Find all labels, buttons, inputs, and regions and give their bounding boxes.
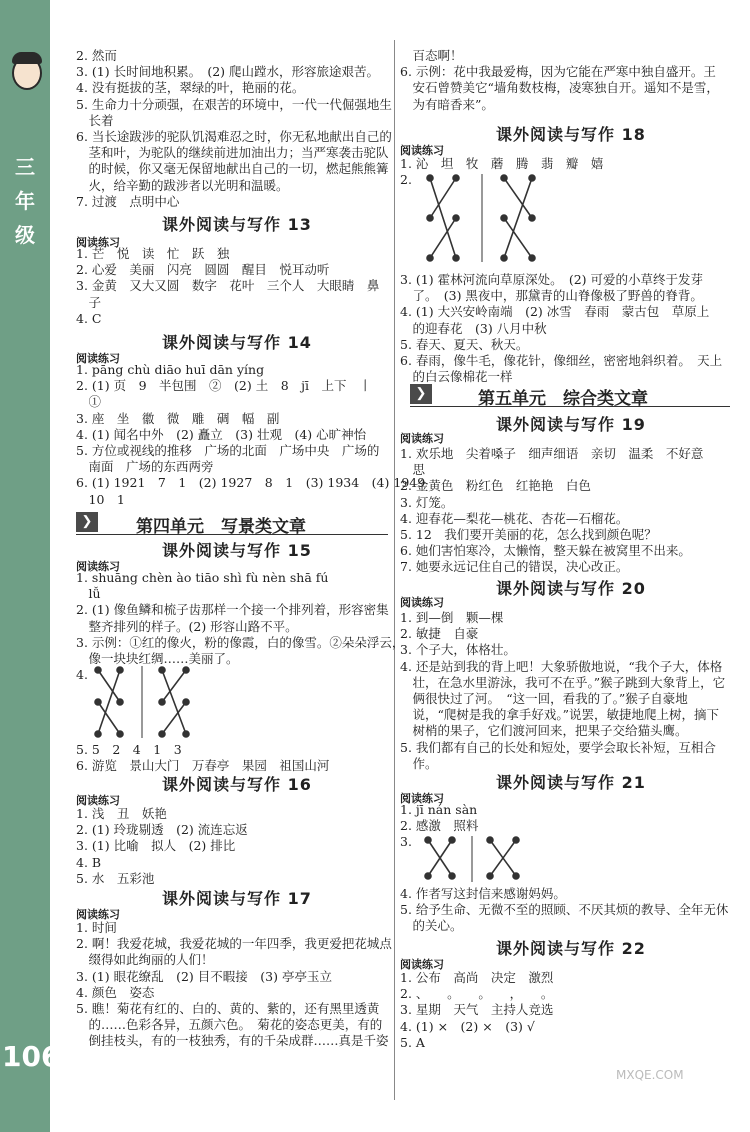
- answer-line: 2. 敏捷 自豪: [400, 626, 479, 642]
- answer-line: 倒挂枝头，有的一枝独秀，有的千朵成群……真是千姿: [76, 1033, 389, 1049]
- section-title: 课外阅读与写作 16: [162, 775, 312, 794]
- answer-line: 4. 颜色 姿态: [76, 984, 155, 1000]
- exercise-label: 阅读练习: [76, 560, 120, 573]
- answer-line: 思: [400, 462, 426, 478]
- answer-line: 4. 还是站到我的背上吧！大象骄傲地说，“我个子大，体格: [400, 658, 723, 674]
- answer-line: 4. 迎春花—梨花—桃花、杏花—石榴花。: [400, 510, 629, 526]
- answer-line: 6. (1) 1921 7 1 (2) 1927 8 1 (3) 1934 (4) 1949: [76, 475, 426, 491]
- arrow-icon: ❯: [76, 512, 98, 532]
- answer-line: 3. (1) 比喻 拟人 (2) 排比: [76, 838, 236, 854]
- answer-line: 壮，在急水里游泳，我可不在乎。”猴子跳到大象背上，它: [400, 674, 726, 690]
- exercise-label: 阅读练习: [400, 432, 444, 445]
- answer-line: 4. C: [76, 310, 102, 326]
- exercise-label: 阅读练习: [400, 144, 444, 157]
- answer-line: 1. 欢乐地 尖着嗓子 细声细语 亲切 温柔 不好意: [400, 446, 704, 461]
- answer-line: 2. 心爱 美丽 闪亮 圆圆 醒目 悦耳动听: [76, 262, 330, 278]
- watermark: MXQE.COM: [616, 1068, 684, 1082]
- answer-line: 6. 春雨，像牛毛，像花针，像细丝，密密地斜织着。 天上: [400, 353, 723, 368]
- answer-line: 3. (1) 霍林河流向草原深处。 (2) 可爱的小草终于发芽: [400, 272, 704, 287]
- section-title: 课外阅读与写作 14: [162, 333, 312, 352]
- answer-line: 2. (1) 玲珑剔透 (2) 流连忘返: [76, 822, 248, 838]
- answer-line: 的时候，你又毫无保留地献出自己的一切，燃起熊熊篝: [76, 161, 389, 177]
- answer-line: 6. 她们害怕寒冷，太懒惰，整天躲在被窝里不出来。: [400, 543, 691, 559]
- answer-line: 1. 沁 坦 牧 蘑 腾 翡 瓣 嬉: [400, 156, 604, 171]
- section-title: 课外阅读与写作 21: [496, 773, 646, 792]
- answer-line: ①: [76, 394, 102, 410]
- answer-line: 5. 春天、夏天、秋天。: [400, 336, 529, 352]
- answer-line: 3. 金黄 又大又圆 数字 花叶 三个人 大眼睛 鼻: [76, 278, 380, 294]
- matching-diagram: [90, 664, 200, 740]
- answer-line: 4. 作者写这封信来感谢妈妈。: [400, 886, 566, 901]
- answer-line: 说，“爬树是我的拿手好戏。”说罢，敏捷地爬上树，摘下: [400, 707, 720, 723]
- matching-diagram: [422, 834, 522, 884]
- answer-line: 6. 示例：花中我最爱梅，因为它能在严寒中独自盛开。王: [400, 64, 716, 80]
- sidebar: [0, 0, 61, 1132]
- answer-line: 3. 示例：①红的像火，粉的像霞，白的像雪。②朵朵浮云，: [76, 634, 405, 650]
- answer-line: 3. (1) 眼花缭乱 (2) 目不暇接 (3) 亭亭玉立: [76, 968, 332, 984]
- answer-line: 4. B: [76, 854, 102, 870]
- answer-line: 6. 当长途跋涉的驼队饥渴难忍之时，你无私地献出自己的: [76, 129, 392, 144]
- answer-line: 5. 12 我们要开美丽的花，怎么找到颜色呢？: [400, 527, 657, 542]
- answer-line: 2. (1) 像鱼鳞和梳子齿那样一个接一个排列着，形容密集: [76, 602, 389, 618]
- answer-line: 3. 星期 天气 主持人竞选: [400, 1002, 554, 1018]
- answer-line: 5. 5 2 4 1 3: [76, 742, 182, 757]
- answer-line: 5. 我们都有自己的长处和短处，要学会取长补短，互相合: [400, 739, 716, 755]
- answer-line: 5. 给予生命、无微不至的照顾、不厌其烦的教导、全年无休: [400, 902, 729, 918]
- answer-line: 2. 、 。 。 ， 。: [400, 986, 554, 1002]
- answer-line: 2. (1) 页 9 半包围 ② (2) 土 8 jī 上下 丨: [76, 378, 372, 394]
- answer-line: 的迎春花 (3) 八月中秋: [400, 320, 547, 336]
- answer-line: 3. 座 坐 徽 微 雕 碉 幅 副: [76, 410, 280, 426]
- answer-line: 的白云像棉花一样: [400, 369, 513, 385]
- answer-line: 南面 广场的东西两旁: [76, 459, 214, 475]
- answer-line: 3. 灯笼。: [400, 494, 454, 510]
- answer-line: 5. 瞧！菊花有红的、白的、黄的、紫的，还有黑里透黄: [76, 1001, 380, 1016]
- answer-line: 1. 公布 高尚 决定 激烈: [400, 970, 554, 985]
- page-number: 106: [2, 1040, 61, 1073]
- answer-line: 1. shuāng chèn ào tiāo shì fù nèn shā fú: [76, 570, 329, 585]
- exercise-label: 阅读练习: [76, 236, 120, 249]
- answer-line: 安石曾赞美它“墙角数枝梅，凌寒独自开。遥知不是雪，: [400, 80, 719, 96]
- answer-line: 4.: [76, 667, 88, 683]
- answer-line: 整齐排列的样子。(2) 形容山路不平。: [76, 618, 298, 634]
- column-divider: [394, 40, 395, 1100]
- answer-line: 俩很快过了河。 “这一回，看我的了。”猴子自豪地: [400, 691, 688, 706]
- answer-line: 1. jī nán sàn: [400, 802, 478, 817]
- answer-line: 百态啊！: [400, 48, 463, 63]
- answer-line: 3.: [400, 834, 412, 850]
- answer-line: 2. 感激 照料: [400, 818, 479, 834]
- child-avatar-icon: [12, 56, 42, 90]
- arrow-icon: ❯: [410, 384, 432, 404]
- answer-line: 5. A: [400, 1034, 425, 1050]
- exercise-label: 阅读练习: [400, 792, 444, 805]
- answer-line: 7. 过渡 点明中心: [76, 193, 180, 209]
- answer-line: 1. 到—倒 颗—棵: [400, 610, 504, 625]
- answer-line: 3. (1) 长时间地积累。 (2) 爬山蹚水，形容旅途艰苦。: [76, 64, 380, 80]
- exercise-label: 阅读练习: [76, 352, 120, 365]
- unit-header: ❯ 第五单元 综合类文章: [410, 384, 730, 407]
- answer-line: 2. 然而: [76, 48, 117, 63]
- answer-line: 4. (1) 大兴安岭南端 (2) 冰雪 春雨 蒙古包 草原上: [400, 304, 710, 320]
- answer-line: 火，给辛勤的跋涉者以光明和温暖。: [76, 177, 289, 193]
- section-title: 课外阅读与写作 15: [162, 541, 312, 560]
- answer-line: 子: [76, 294, 102, 310]
- section-title: 课外阅读与写作 17: [162, 889, 312, 908]
- answer-line: 作。: [400, 755, 438, 771]
- grade-label: 三 年 级: [15, 155, 35, 247]
- answer-line: 1. pāng chù diāo huī dān yíng: [76, 362, 265, 377]
- answer-line: 2. 金黄色 粉红色 红艳艳 白色: [400, 478, 591, 494]
- answer-line: 6. 游览 景山大门 万春亭 果园 祖国山河: [76, 758, 330, 774]
- answer-line: 4. (1) 闻名中外 (2) 矗立 (3) 壮观 (4) 心旷神怡: [76, 426, 367, 442]
- matching-diagram: [422, 172, 552, 264]
- answer-line: 1. 芒 悦 读 忙 跃 独: [76, 246, 230, 261]
- exercise-label: 阅读练习: [400, 596, 444, 609]
- answer-line: 的关心。: [400, 918, 463, 934]
- answer-line: 2.: [400, 172, 412, 188]
- answer-line: 5. 水 五彩池: [76, 870, 155, 886]
- section-title: 课外阅读与写作 18: [496, 125, 646, 144]
- exercise-label: 阅读练习: [76, 794, 120, 807]
- answer-line: lǚ: [76, 586, 101, 602]
- unit-header: ❯ 第四单元 写景类文章: [76, 512, 388, 535]
- answer-line: 缀得如此绚丽的人们！: [76, 952, 214, 968]
- exercise-label: 阅读练习: [76, 908, 120, 921]
- answer-line: 茎和叶，为驼队的继续前进加油出力；当严寒袭击驼队: [76, 145, 389, 161]
- section-title: 课外阅读与写作 20: [496, 579, 646, 598]
- exercise-label: 阅读练习: [400, 958, 444, 971]
- answer-line: 的……色彩各异，五颜六色。 菊花的姿态更美，有的: [76, 1017, 383, 1033]
- answer-line: 4. (1) × (2) × (3) √: [400, 1018, 535, 1034]
- answer-line: 3. 个子大，体格壮。: [400, 642, 516, 658]
- answer-line: 4. 没有挺拔的茎，翠绿的叶，艳丽的花。: [76, 80, 305, 96]
- answer-line: 长着: [76, 112, 114, 128]
- section-title: 课外阅读与写作 13: [162, 215, 312, 234]
- answer-line: 2. 啊！我爱花城，我爱花城的一年四季，我更爱把花城点: [76, 936, 392, 952]
- answer-line: 树梢的果子，它们渡河回来，把果子交给猫头鹰。: [400, 723, 688, 739]
- answer-line: 5. 生命力十分顽强，在艰苦的环境中，一代一代倔强地生: [76, 96, 392, 112]
- answer-line: 1. 时间: [76, 920, 117, 935]
- answer-line: 10 1: [76, 491, 125, 507]
- answer-line: 5. 方位或视线的推移 广场的北面 广场中央 广场的: [76, 443, 380, 458]
- answer-line: 7. 她要永远记住自己的错误，决心改正。: [400, 559, 629, 575]
- answer-line: 了。 (3) 黑夜中，那黛青的山脊像极了野兽的脊背。: [400, 288, 703, 304]
- answer-line: 1. 浅 丑 妖艳: [76, 806, 167, 821]
- answer-line: 为有暗香来”。: [400, 96, 494, 112]
- answer-line: 像一块块红绸……美丽了。: [76, 651, 239, 666]
- section-title: 课外阅读与写作 22: [496, 939, 646, 958]
- section-title: 课外阅读与写作 19: [496, 415, 646, 434]
